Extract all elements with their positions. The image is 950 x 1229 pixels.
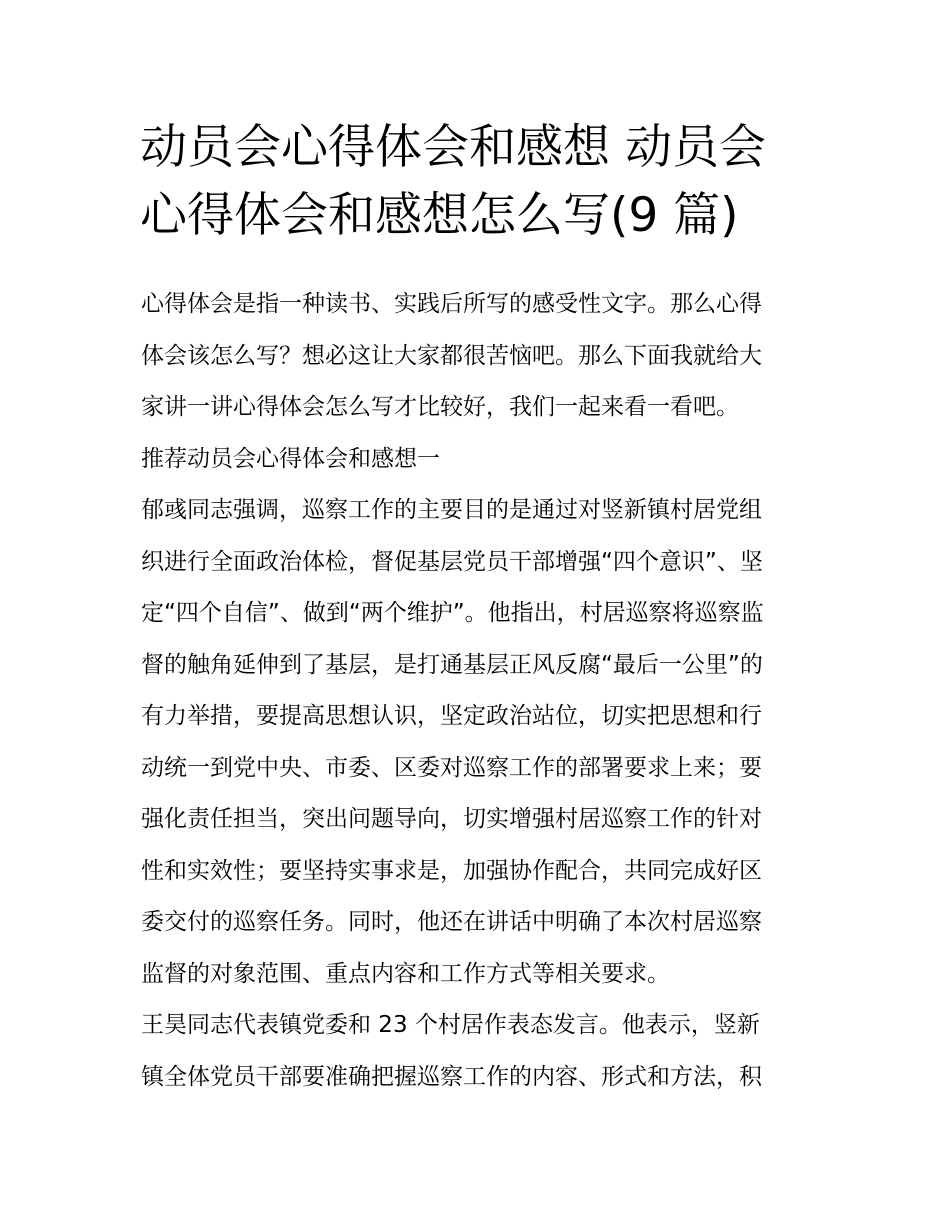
intro-line: 家讲一讲心得体会怎么写才比较好，我们一起来看一看吧。: [141, 394, 739, 420]
title-line: 心得体会和感想怎么写(9 篇): [140, 188, 739, 243]
paragraph-line: 郁彧同志强调，巡察工作的主要目的是通过对竖新镇村居党组: [141, 497, 762, 523]
paragraph-line: 有力举措，要提高思想认识，坚定政治站位，切实把思想和行: [141, 703, 762, 729]
paragraph-line: 强化责任担当，突出问题导向，切实增强村居巡察工作的针对: [141, 806, 762, 832]
title-line: 动员会心得体会和感想 动员会: [140, 120, 766, 175]
paragraph-line: 定“四个自信”、做到“两个维护”。他指出，村居巡察将巡察监: [141, 600, 764, 626]
section-heading: 推荐动员会心得体会和感想一: [141, 445, 440, 472]
paragraph-line: 镇全体党员干部要准确把握巡察工作的内容、形式和方法，积: [141, 1063, 762, 1090]
intro-line: 心得体会是指一种读书、实践后所写的感受性文字。那么心得: [141, 291, 762, 317]
paragraph-line: 织进行全面政治体检，督促基层党员干部增强“四个意识”、坚: [141, 548, 763, 575]
paragraph-line: 督的触角延伸到了基层，是打通基层正风反腐“最后一公里”的: [141, 651, 763, 678]
document-title: [140, 114, 820, 250]
paragraph-line: 动统一到党中央、市委、区委对巡察工作的部署要求上来；要: [141, 754, 762, 781]
document-body: [141, 279, 821, 1103]
paragraph-line: 性和实效性；要坚持实事求是，加强协作配合，共同完成好区: [141, 857, 762, 884]
paragraph-line: 监督的对象范围、重点内容和工作方式等相关要求。: [141, 960, 670, 987]
paragraph-line: 委交付的巡察任务。同时，他还在讲话中明确了本次村居巡察: [141, 909, 762, 935]
paragraph-line: 王昊同志代表镇党委和 23 个村居作表态发言。他表示，竖新: [141, 1012, 760, 1038]
intro-line: 体会该怎么写？想必这让大家都很苦恼吧。那么下面我就给大: [141, 342, 762, 369]
